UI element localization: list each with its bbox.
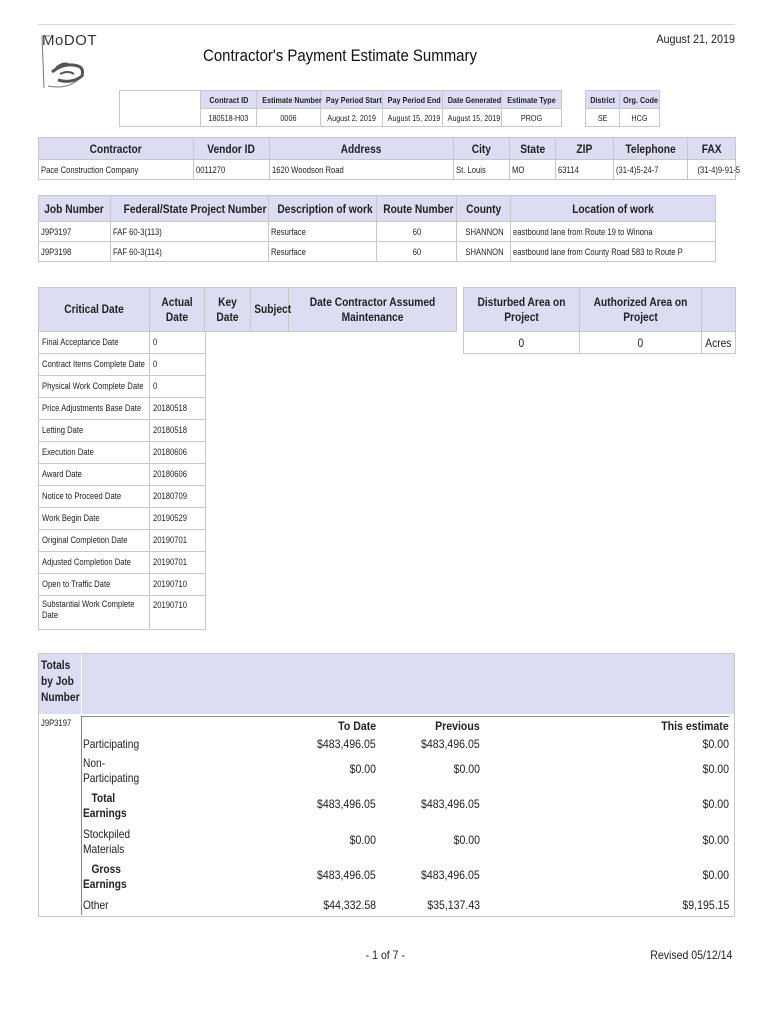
county-header: County xyxy=(457,196,511,222)
vendor-id-header: Vendor ID xyxy=(194,138,270,160)
critical-date-value: 20190710 xyxy=(150,574,206,596)
critical-date-value: 20180709 xyxy=(150,486,206,508)
date-generated-value: August 15, 2019 xyxy=(447,112,501,123)
critical-date-header: Critical Date xyxy=(39,288,150,332)
critical-date-label: Original Completion Date xyxy=(39,530,150,552)
job-number-header: Job Number xyxy=(39,196,111,222)
totals-row xyxy=(83,827,729,859)
totals-row xyxy=(83,898,729,914)
district-value: SE xyxy=(597,112,608,123)
table-row xyxy=(39,420,206,442)
state-header: State xyxy=(510,138,556,160)
totals-row xyxy=(83,862,729,894)
area-table xyxy=(463,287,736,354)
this-estimate-value: $9,195.15 xyxy=(682,898,729,912)
table-row xyxy=(39,442,206,464)
to-date-value: $483,496.05 xyxy=(317,797,376,811)
org-code-value: HCG xyxy=(631,112,648,123)
critical-date-value: 20190529 xyxy=(150,508,206,530)
org-code-header: Org. Code xyxy=(623,94,659,105)
previous-value: $35,137.43 xyxy=(427,898,480,912)
this-estimate-value: $0.00 xyxy=(702,737,729,751)
critical-dates-table xyxy=(38,287,457,332)
contractor-header: Contractor xyxy=(39,138,194,160)
missouri-state-icon xyxy=(38,32,110,90)
to-date-value: $44,332.58 xyxy=(323,898,376,912)
project-number-header: Federal/State Project Number xyxy=(111,196,269,222)
estimate-type-value: PROG xyxy=(520,112,543,123)
subject-header: Subject xyxy=(251,288,289,332)
critical-date-label: Adjusted Completion Date xyxy=(39,552,150,574)
critical-date-value: 20190701 xyxy=(150,552,206,574)
to-date-header: To Date xyxy=(338,719,376,733)
location: eastbound lane from Route 19 to Winona xyxy=(511,222,716,242)
totals-row-label: Other xyxy=(83,898,109,912)
critical-date-label: Execution Date xyxy=(39,442,150,464)
critical-date-label: Notice to Proceed Date xyxy=(39,486,150,508)
report-date: August 21, 2019 xyxy=(656,32,735,46)
pay-period-start-value: August 2, 2019 xyxy=(327,112,376,123)
table-row xyxy=(39,398,206,420)
pay-period-end-header: Pay Period End xyxy=(387,94,441,105)
contract-id-header: Contract ID xyxy=(209,94,248,105)
city-header: City xyxy=(454,138,510,160)
critical-date-label: Letting Date xyxy=(39,420,150,442)
critical-date-value: 20180518 xyxy=(150,398,206,420)
table-row xyxy=(39,596,206,630)
page-number: - 1 of 7 - xyxy=(365,948,405,962)
route-number: 60 xyxy=(377,222,457,242)
route-number: 60 xyxy=(377,242,457,262)
critical-date-value: 20180518 xyxy=(150,420,206,442)
to-date-value: $483,496.05 xyxy=(317,868,376,882)
previous-value: $483,496.05 xyxy=(421,868,480,882)
disturbed-area-value: 0 xyxy=(464,332,580,354)
county: SHANNON xyxy=(457,242,511,262)
contract-table xyxy=(119,90,660,127)
table-row xyxy=(39,530,206,552)
zip: 63114 xyxy=(556,160,614,180)
estimate-number-value: 0006 xyxy=(280,112,297,123)
this-estimate-value: $0.00 xyxy=(702,797,729,811)
this-estimate-header: This estimate xyxy=(661,719,729,733)
fax-header: FAX xyxy=(688,138,736,160)
totals-row-label: Stockpiled Materials xyxy=(83,827,131,856)
county: SHANNON xyxy=(457,222,511,242)
location-header: Location of work xyxy=(511,196,716,222)
totals-row-label: Participating xyxy=(83,737,140,751)
critical-date-value: 0 xyxy=(150,376,206,398)
telephone-header: Telephone xyxy=(614,138,688,160)
to-date-value: $483,496.05 xyxy=(317,737,376,751)
vendor-id: 0011270 xyxy=(194,160,270,180)
address: 1620 Woodson Road xyxy=(270,160,454,180)
contractor-table xyxy=(38,137,741,180)
route-number-header: Route Number xyxy=(377,196,457,222)
estimate-type-header: Estimate Type xyxy=(507,94,556,105)
disturbed-area-header: Disturbed Area on Project xyxy=(464,288,580,332)
table-row xyxy=(39,222,716,242)
telephone: (31-4)5-24-7 xyxy=(614,160,688,180)
contractor-name: Pace Construction Company xyxy=(39,160,194,180)
project-number: FAF 60-3(113) xyxy=(111,222,269,242)
critical-date-label: Substantial Work Complete Date xyxy=(39,596,150,630)
job-table xyxy=(38,195,716,262)
contract-id-value: 180518-H03 xyxy=(208,112,249,123)
actual-date-header: Actual Date xyxy=(150,288,205,332)
table-row xyxy=(39,332,206,354)
this-estimate-value: $0.00 xyxy=(702,868,729,882)
address-header: Address xyxy=(270,138,454,160)
previous-value: $483,496.05 xyxy=(421,737,480,751)
zip-header: ZIP xyxy=(556,138,614,160)
table-row xyxy=(39,242,716,262)
previous-header: Previous xyxy=(435,719,480,733)
totals-row-label: Total Earnings xyxy=(83,791,127,820)
critical-date-label: Open to Traffic Date xyxy=(39,574,150,596)
table-row xyxy=(39,464,206,486)
critical-date-label: Contract Items Complete Date xyxy=(39,354,150,376)
critical-date-value: 0 xyxy=(150,354,206,376)
description-header: Description of work xyxy=(269,196,377,222)
previous-value: $483,496.05 xyxy=(421,797,480,811)
table-row xyxy=(39,508,206,530)
totals-row xyxy=(83,791,729,823)
logo-text: MoDOT xyxy=(42,32,97,49)
critical-dates-rows xyxy=(38,331,206,630)
estimate-number-header: Estimate Number xyxy=(262,94,322,105)
totals-row-label: Gross Earnings xyxy=(83,862,127,891)
authorized-area-value: 0 xyxy=(580,332,702,354)
critical-date-label: Award Date xyxy=(39,464,150,486)
critical-date-value: 20190710 xyxy=(150,596,206,630)
table-row xyxy=(39,376,206,398)
date-generated-header: Date Generated xyxy=(447,94,502,105)
critical-date-label: Price Adjustments Base Date xyxy=(39,398,150,420)
to-date-value: $0.00 xyxy=(349,833,376,847)
to-date-value: $0.00 xyxy=(349,762,376,776)
totals-job-number: J9P3197 xyxy=(41,718,72,728)
modot-logo xyxy=(38,32,110,90)
description: Resurface xyxy=(269,242,377,262)
key-date-header: Key Date xyxy=(205,288,251,332)
maintenance-date-header: Date Contractor Assumed Maintenance xyxy=(289,288,457,332)
job-number: J9P3198 xyxy=(39,242,111,262)
critical-date-label: Physical Work Complete Date xyxy=(39,376,150,398)
job-number: J9P3197 xyxy=(39,222,111,242)
critical-date-value: 0 xyxy=(150,332,206,354)
table-row xyxy=(39,552,206,574)
totals-row-label: Non-Participating xyxy=(83,756,140,785)
this-estimate-value: $0.00 xyxy=(702,833,729,847)
totals-header-bar xyxy=(39,654,734,714)
state: MO xyxy=(510,160,556,180)
area-unit: Acres xyxy=(702,332,736,354)
totals-header: Totals by Job Number xyxy=(41,658,80,704)
critical-date-label: Work Begin Date xyxy=(39,508,150,530)
revised-date: Revised 05/12/14 xyxy=(649,948,732,962)
critical-date-value: 20180606 xyxy=(150,442,206,464)
totals-row xyxy=(83,756,729,788)
top-rule xyxy=(38,24,735,25)
previous-value: $0.00 xyxy=(453,762,480,776)
district-header: District xyxy=(590,94,615,105)
description: Resurface xyxy=(269,222,377,242)
authorized-area-header: Authorized Area on Project xyxy=(580,288,702,332)
page-title: Contractor's Payment Estimate Summary xyxy=(203,46,477,65)
pay-period-start-header: Pay Period Start xyxy=(325,94,382,105)
table-row xyxy=(39,574,206,596)
critical-date-value: 20190701 xyxy=(150,530,206,552)
fax: (31-4)9-91-5 xyxy=(688,160,736,180)
location: eastbound lane from County Road 583 to Route P xyxy=(511,242,716,262)
this-estimate-value: $0.00 xyxy=(702,762,729,776)
pay-period-end-value: August 15, 2019 xyxy=(387,112,441,123)
project-number: FAF 60-3(114) xyxy=(111,242,269,262)
table-row xyxy=(39,486,206,508)
table-row xyxy=(39,354,206,376)
critical-date-label: Final Acceptance Date xyxy=(39,332,150,354)
critical-date-value: 20180606 xyxy=(150,464,206,486)
previous-value: $0.00 xyxy=(453,833,480,847)
city: St. Louis xyxy=(454,160,510,180)
